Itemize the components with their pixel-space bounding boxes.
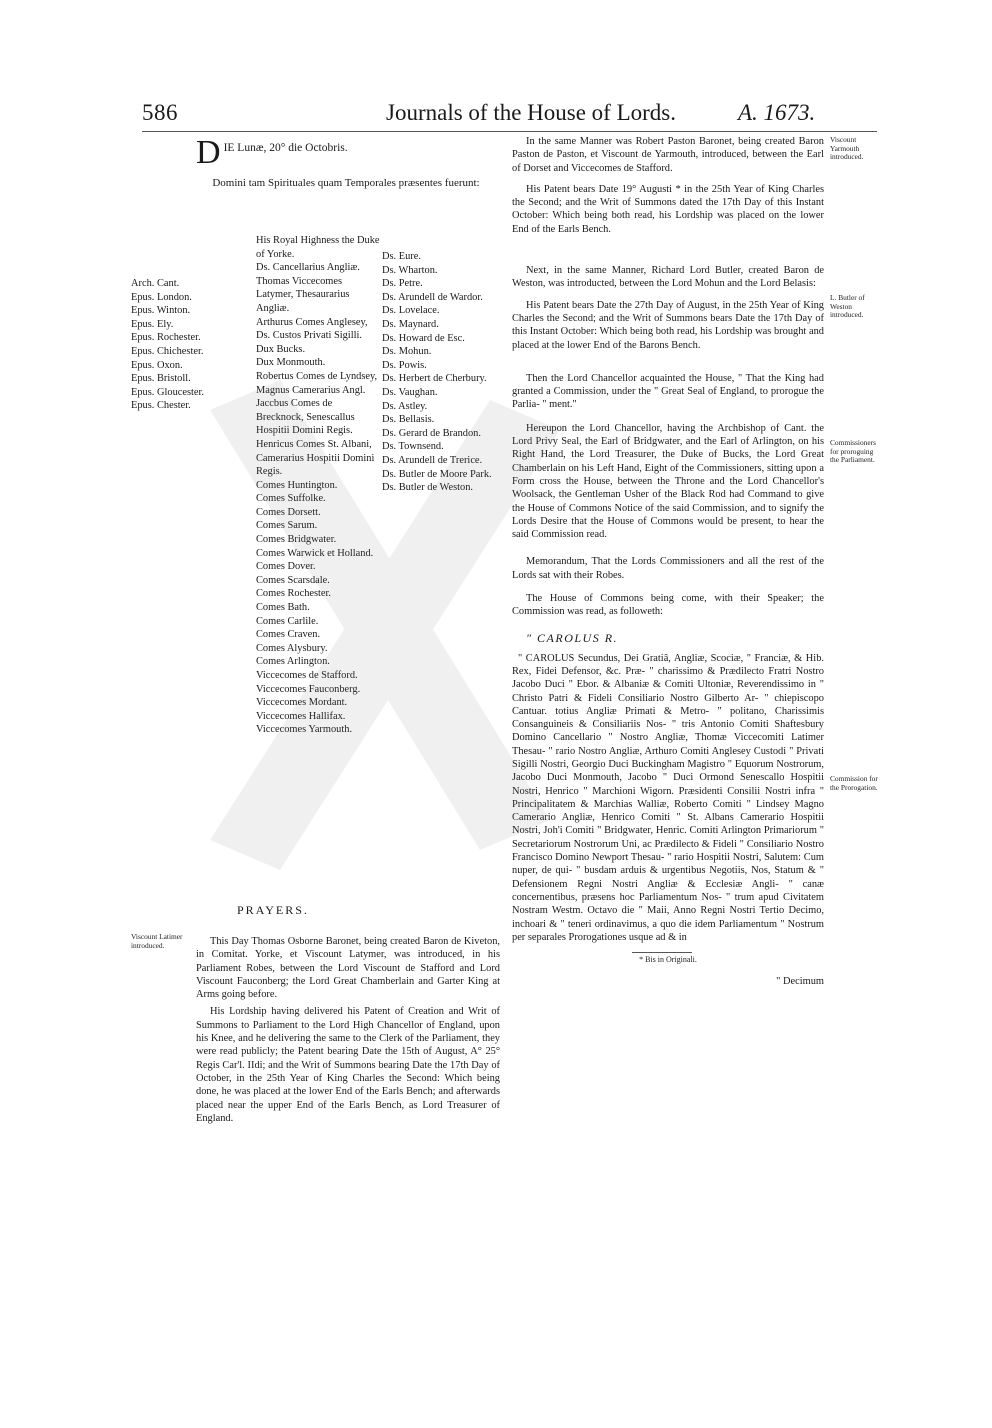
paragraph-hereupon: Hereupon the Lord Chancellor, having the Archbishop of Cant. the Lord Privy Seal, the Earl of Bridgwater, and the Earl of Arlington, on his Right Hand, the Lord Treasurer, the Duke of Bucks, the Lord Great Chamberlain on his Left Hand, Eight of the Commissioners, sitting upon a Form cross the House, between the Throne and the Lord Chancellor's Woolsack, the Gentleman Usher of the Black Rod had Command to give the House of Commons Notice of the said Commission, and to signify the Lords Desire that the House of Commons would be present, to hear the said Commission read.	[512, 422, 824, 541]
paragraph-commission-granted: Then the Lord Chancellor acquainted the House, " That the King had granted a Commission, under the " Great Seal of England, to prorogue the Parlia- " ment."	[512, 372, 824, 411]
paragraph-memorandum: Memorandum, That the Lords Commissioners and all the rest of the Lords sat with their Robes.	[512, 556, 824, 581]
bishop-item: Epus. Gloucester.	[131, 386, 205, 398]
peer-item: Thomas Viccecomes Latymer, Thesaurarius Angliæ.	[256, 275, 350, 314]
bishops-list	[131, 277, 251, 413]
baron-item: Ds. Mohun.	[382, 346, 432, 358]
paragraph-weston: Next, in the same Manner, Richard Lord Butler, created Baron de Weston, was introducted, between the Lord Mohun and the Lord Belasis:	[512, 265, 824, 290]
bishop-item: Epus. London.	[131, 291, 192, 303]
margin-note-commission: Commission for the Prorogation.	[830, 774, 878, 792]
peer-item: Robertus Comes de Lyndsey, Magnus Camerarius Angl.	[256, 370, 378, 396]
carolus-heading: " CAROLUS R.	[526, 630, 619, 645]
bishop-item: Arch. Cant.	[131, 278, 180, 289]
bishop-item: Epus. Rochester.	[131, 332, 201, 344]
earl-item: Comes Warwick et Holland.	[256, 547, 374, 559]
baron-item: Ds. Vaughan.	[382, 386, 438, 398]
peer-item: Dux Monmouth.	[256, 357, 326, 369]
paragraph-commons-come: The House of Commons being come, with their Speaker; the Commission was read, as followeth:	[512, 593, 824, 618]
earl-item: Comes Scarsdale.	[256, 574, 330, 586]
peer-item: His Royal Highness the Duke of Yorke.	[256, 235, 380, 260]
viscount-item: Viccecomes Mordant.	[256, 697, 348, 709]
earl-item: Comes Dover.	[256, 561, 316, 573]
margin-note-yarmouth: Viscount Yarmouth introduced.	[830, 135, 864, 162]
peers-column	[256, 234, 380, 737]
margin-note-weston: L. Butler of Weston introduced.	[830, 293, 865, 320]
earl-item: Comes Alysbury.	[256, 642, 328, 654]
peer-item: Ds. Cancellarius Angliæ.	[256, 262, 360, 274]
earl-item: Comes Dorsett.	[256, 506, 321, 518]
baron-item: Ds. Gerard de Brandon.	[382, 427, 481, 439]
baron-item: Ds. Arundell de Wardor.	[382, 291, 483, 303]
bishop-item: Epus. Chester.	[131, 400, 191, 412]
baron-item: Ds. Lovelace.	[382, 305, 440, 317]
paragraph-latimer-intro: This Day Thomas Osborne Baronet, being created Baron de Kiveton, in Comitat. Yorke, et Viscount Latymer, was introduced, in his Parliament Robes, between the Lord Viscount de Stafford and Lord Viscount Fauconberg; the Lord Great Chamberlain and Garter King at Arms going before.	[196, 936, 500, 1001]
baron-item: Ds. Eure.	[382, 251, 421, 262]
peer-item: Henricus Comes St. Albani, Camerarius Hospitii Domini Regis.	[256, 438, 375, 478]
margin-note-prorogue: Commissioners for proroguing the Parliament.	[830, 438, 876, 465]
paragraph-yarmouth-patent: His Patent bears Date 19° Augusti * in the 25th Year of King Charles the Second; and the Writ of Summons dated the 17th Day of this Instant October: Which being both read, his Lordship was placed on the lower End of the Earls Bench.	[512, 183, 824, 235]
baron-item: Ds. Butler de Weston.	[382, 482, 474, 494]
baron-item: Ds. Townsend.	[382, 441, 444, 453]
paragraph-yarmouth: In the same Manner was Robert Paston Baronet, being created Baron Paston de Paston, et Viscount de Yarmouth, introduced, between the Earl of Dorset and Viccecomes de Stafford.	[512, 136, 824, 174]
right-body	[512, 135, 824, 988]
footnote: * Bis in Originali.	[639, 955, 697, 965]
viscount-item: Viccecomes de Stafford.	[256, 670, 358, 681]
viscount-item: Viccecomes Hallifax.	[256, 710, 346, 722]
peer-item: Arthurus Comes Anglesey, Ds. Custos Privati Sigilli.	[256, 316, 368, 342]
header-rule	[142, 131, 877, 132]
paragraph-latimer-patent: His Lordship having delivered his Patent of Creation and Writ of Summons to Parliament to the Lord High Chancellor of England, upon his Knee, and he delivering the same to the Clerk of the Parliament, they were read publicly; the Patent bearing Date the 15th of August, A° 25° Regis Car'l. IIdi; and the Writ of Summons bearing Date the 17th Day of October, in the 25th Year of King Charles the Second: Which being done, he was placed at the lower End of the Earls Bench; and afterwards placed near the upper End of the Earls Bench, as Lord Treasurer of England.	[196, 1006, 500, 1124]
barons-list	[382, 250, 500, 495]
earl-item: Comes Bridgwater.	[256, 534, 337, 546]
bishop-item: Epus. Chichester.	[131, 345, 204, 357]
page-year: A. 1673.	[738, 100, 816, 125]
earl-item: Comes Sarum.	[256, 520, 318, 532]
viscounts-list	[256, 669, 380, 737]
bishop-item: Epus. Oxon.	[131, 359, 183, 371]
session-date-text: IE Lunæ, 20° die Octobris.	[223, 142, 348, 154]
earls-list	[256, 479, 380, 669]
baron-item: Ds. Petre.	[382, 278, 423, 290]
commission-text: " CAROLUS Secundus, Dei Gratiâ, Angliæ, Scociæ, " Franciæ, & Hib. Rex, Fidei Defensor, &c. Præ- " charissimo & Prædilecto Fratri Nostro Jacobo Duci " Ebor. & Albaniæ & Comiti Ultoniæ, Reverendissimo in " Christo Patri & Fideli Consiliario Nostro Gilberto Ar- " chiepiscopo Cantuar. totius Angliæ Primati & Metro- " politano, Charissimis Consanguineis & Consiliariis Nos- " tris Antonio Comiti Shaftesbury Domino Cancellario " Nostro Angliæ, Thomæ Viccecomiti Latimer Thesau- " rario Nostro Angliæ, Arthuro Comiti Anglesey Custodi " Privati Sigilli Nostri, Georgio Duci Buckingham Magistro " Equorum Nostrorum, Jacobo Duci Monmouth, Jacobo " Duci Ormond Senescallo Hospitii Nostri, Henrico " Marchioni Wigorn. Præsidenti Consilii Nostri infra " Principalitatem & Marchias Walliæ, Roberto Comiti " Lindsey Magno Camerario Angliæ, Henrico Comiti " St. Albans Camerario Hospitii Nostri, Joh'i Comiti " Bridgwater, Henric. Comiti Arlington Primariorum " Secretariorum Nostrorum Uni, ac Prædilecto & Fideli " Consiliario Nostro Francisco Domino Newport Thesau- " rario Hospitii Nostri, Salutem: Cum nuper, de qui- " busdam arduis & urgentibus Negotiis, Nos, Statum & " Defensionem Regni Nostri Angliæ & Ecclesiæ Angli- " canæ concernentibus, præsens hoc Parliamentum Nos- " trum apud Civitatem Nostram Westm. Octavo die " Maii, Anno Regni Nostri Tertio Decimo, inchoari & " teneri ordinavimus, a quo die idem Parliamentum " Nostrum per separales Prorogationes usque ad & in	[512, 652, 824, 943]
margin-note-latimer: Viscount Latimer introduced.	[131, 932, 183, 950]
officers-list	[256, 234, 380, 479]
peer-item: Dux Bucks.	[256, 343, 306, 355]
earl-item: Comes Arlington.	[256, 656, 330, 668]
paragraph-weston-patent: His Patent bears Date the 27th Day of August, in the 25th Year of King Charles the Second; and the Writ of Summons bears Date the 17th Day of this Instant October: Which being both read, his Lordship was brought and placed at the lower End of the Barons Bench.	[512, 299, 824, 351]
baron-item: Ds. Powis.	[382, 359, 427, 371]
baron-item: Ds. Bellasis.	[382, 414, 435, 426]
catchword: " Decimum	[776, 975, 824, 987]
page-title: Journals of the House of Lords.	[386, 100, 677, 125]
earl-item: Comes Carlile.	[256, 615, 319, 627]
earl-item: Comes Craven.	[256, 629, 321, 641]
baron-item: Ds. Wharton.	[382, 264, 438, 276]
baron-item: Ds. Butler de Moore Park.	[382, 468, 492, 480]
earl-item: Comes Bath.	[256, 602, 310, 614]
session-date	[196, 134, 496, 171]
page-number: 586	[142, 100, 178, 125]
bishop-item: Epus. Winton.	[131, 305, 191, 317]
bishop-item: Epus. Bristoll.	[131, 373, 191, 385]
left-body	[196, 935, 500, 1125]
viscount-item: Viccecomes Fauconberg.	[256, 683, 361, 695]
dropcap-letter: D	[196, 134, 221, 171]
baron-item: Ds. Astley.	[382, 400, 428, 412]
baron-item: Ds. Herbert de Cherbury.	[382, 373, 487, 385]
earl-item: Comes Suffolke.	[256, 493, 326, 505]
prayers-heading: PRAYERS.	[237, 903, 309, 917]
peer-item: Jaccbus Comes de Brecknock, Senescallus Hospitii Domini Regis.	[256, 398, 355, 437]
baron-item: Ds. Maynard.	[382, 318, 439, 330]
baron-item: Ds. Arundell de Trerice.	[382, 454, 483, 466]
viscount-item: Viccecomes Yarmouth.	[256, 724, 353, 736]
baron-item: Ds. Howard de Esc.	[382, 332, 465, 344]
earl-item: Comes Huntington.	[256, 479, 338, 491]
earl-item: Comes Rochester.	[256, 588, 332, 600]
bishop-item: Epus. Ely.	[131, 318, 174, 330]
present-heading: Domini tam Spirituales quam Temporales præsentes fuerunt:	[212, 177, 480, 189]
footnote-rule	[632, 952, 692, 953]
